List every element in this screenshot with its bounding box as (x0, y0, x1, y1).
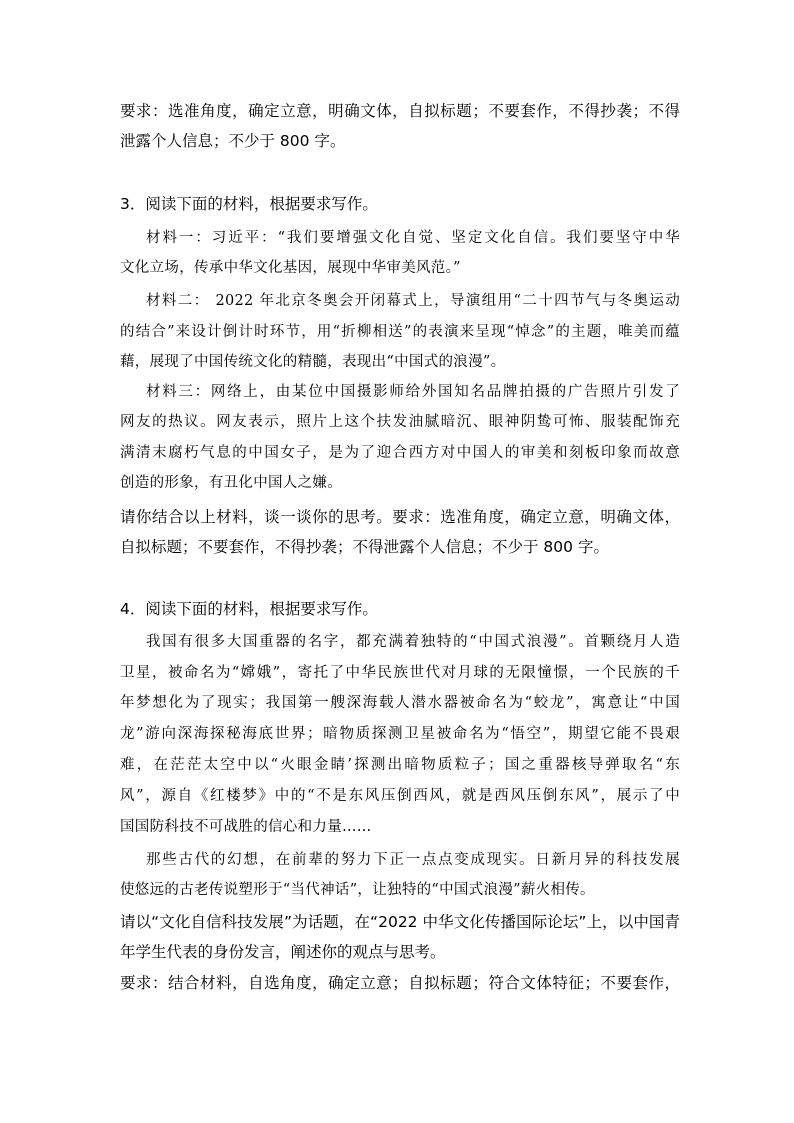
intro-line-1: 要求：选准角度，确定立意，明确文体，自拟标题；不要套作，不得抄袭；不得 (120, 102, 680, 120)
q4-heading: 4．阅读下面的材料，根据要求写作。 (120, 600, 378, 618)
q4-material-line-1: 我国有很多大国重器的名字，都充满着独特的“中国式浪漫”。首颗绕月人造 (146, 634, 680, 650)
q3-material-line-8: 满清末腐朽气息的中国女子，是为了迎合西方对中国人的审美和刻板印象而故意 (120, 445, 680, 461)
q4-prompt-line-3: 要求：结合材料，自选角度，确定立意；自拟标题；符合文体特征；不要套作， (120, 974, 680, 992)
q4-material-line-2: 卫星，被命名为“嫦娥”，寄托了中华民族世代对月球的无限憧憬，一个民族的千 (120, 665, 680, 681)
q3-material-line-6: 材料三：网络上，由某位中国摄影师给外国知名品牌拍摄的广告照片引发了 (146, 384, 680, 400)
q3-material-line-3: 材料二： 2022 年北京冬奥会开闭幕式上，导演组用“二十四节气与冬奥运动 (146, 293, 680, 309)
q4-material-line-4: 龙”游向深海探秘海底世界；暗物质探测卫星被命名为“悟空”，期望它能不畏艰 (120, 726, 680, 742)
q3-material-line-1: 材料一：习近平：“我们要增强文化自觉、坚定文化自信。我们要坚守中华 (146, 230, 680, 246)
q4-material-line-9: 使悠远的古老传说塑形于“当代神话”，让独特的“中国式浪漫”薪火相传。 (120, 882, 595, 898)
q3-heading: 3．阅读下面的材料，根据要求写作。 (120, 195, 378, 213)
q4-material-line-8: 那些古代的幻想，在前辈的努力下正一点点变成现实。日新月异的科技发展 (146, 852, 680, 868)
q3-prompt-line-2: 自拟标题；不要套作，不得抄袭；不得泄露个人信息；不少于 800 字。 (120, 538, 609, 556)
q3-material-line-2: 文化立场，传承中华文化基因，展现中华审美风范。” (120, 260, 461, 276)
q3-material-line-9: 创造的形象，有丑化中国人之嫌。 (120, 475, 342, 491)
intro-line-2: 泄露个人信息；不少于 800 字。 (120, 132, 346, 150)
q4-material-line-7: 国国防科技不可战胜的信心和力量…… (120, 819, 372, 835)
q3-prompt-line-1: 请你结合以上材料，谈一谈你的思考。要求：选准角度，确定立意，明确文体， (120, 508, 680, 526)
q4-material-line-6: 风”，源自《红楼梦》中的“不是东风压倒西风，就是西风压倒东风”，展示了中 (120, 788, 680, 804)
q4-prompt-line-1: 请以“文化自信科技发展”为话题，在“2022 中华文化传播国际论坛”上，以中国青 (120, 913, 680, 931)
q3-material-line-4: 的结合”来设计倒计时环节，用“折柳相送”的表演来呈现“悼念”的主题，唯美而蕴 (120, 324, 680, 340)
q3-material-line-7: 网友的热议。网友表示，照片上这个扶发油腻暗沉、眼神阴鸷可怖、服装配饰充 (120, 414, 680, 430)
q3-material-line-5: 藉，展现了中国传统文化的精髓，表现出“中国式的浪漫”。 (120, 354, 506, 370)
q4-material-line-3: 年梦想化为了现实；我国第一艘深海载人潜水器被命名为“蛟龙”，寓意让“中国 (120, 695, 680, 711)
q4-material-line-5: 难，在茫茫太空中以“火眼金睛’探测出暗物质粒子；国之重器核导弹取名“东 (120, 757, 680, 773)
q4-prompt-line-2: 年学生代表的身份发言，阐述你的观点与思考。 (120, 943, 446, 961)
